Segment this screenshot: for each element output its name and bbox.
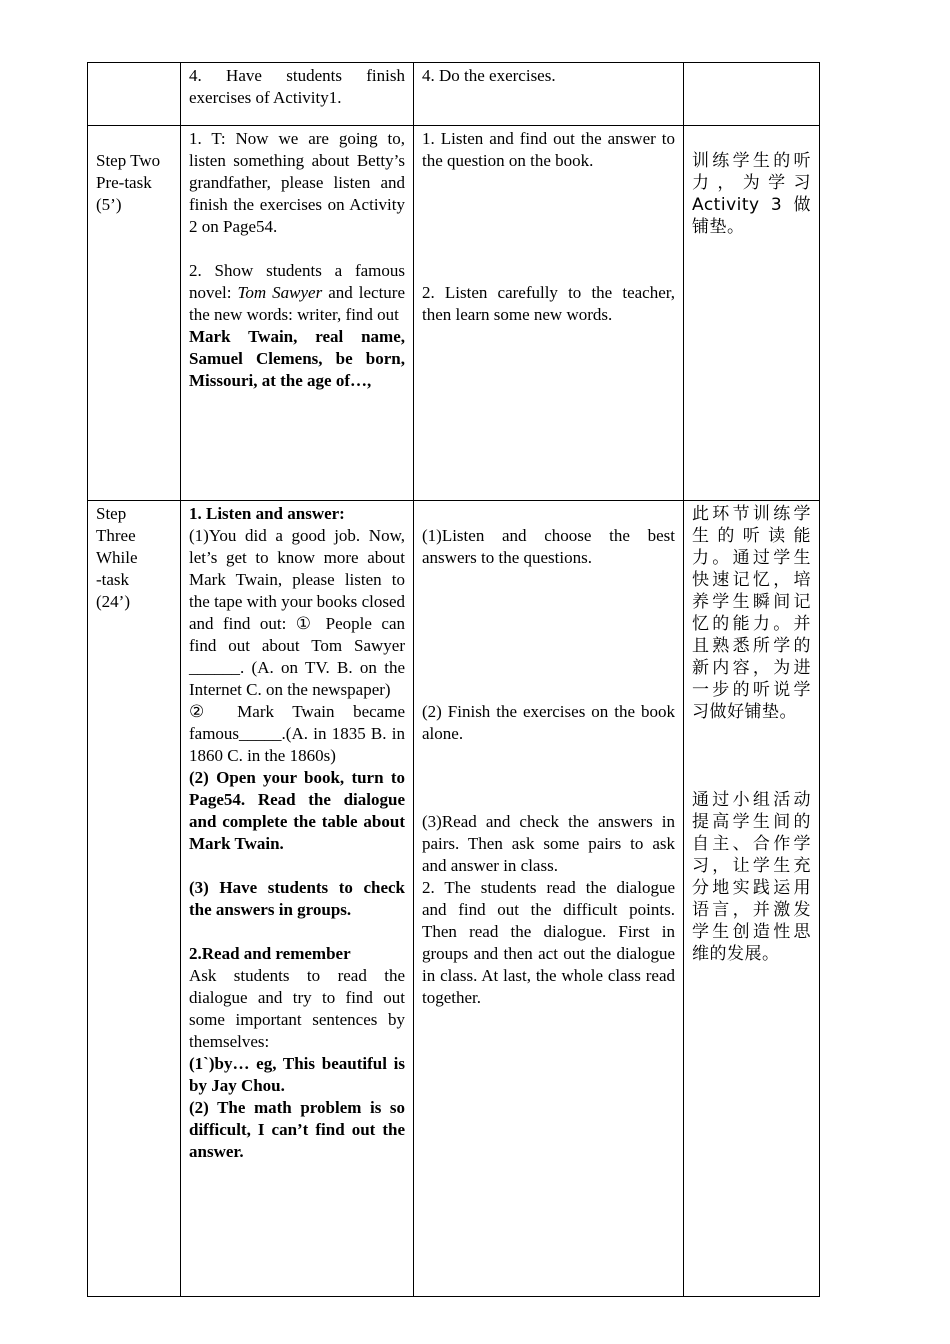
step-subtitle: While: [96, 548, 138, 567]
table-row: [88, 63, 820, 126]
new-words-list: Mark Twain, real name, Samuel Clemens, be born, Missouri, at the age of…,: [189, 327, 405, 390]
text-segment: 2. Show students a famous novel:: [189, 261, 405, 302]
step-cell: [88, 63, 181, 126]
teacher-activity-text: Ask students to read the dialogue and try to find out some important sentences by themselves:: [189, 966, 405, 1051]
student-activity-text: (2) Finish the exercises on the book alone.: [422, 702, 675, 743]
section-heading: 1. Listen and answer:: [189, 504, 345, 523]
teacher-activity-text: 1. T: Now we are going to, listen something about Betty’s grandfather, please listen and finish the exercises on Activity 2 on Page54.: [189, 129, 405, 236]
step-cell: [88, 501, 181, 1297]
purpose-text: 通过小组活动提高学生间的自主、合作学习，让学生充分地实践运用语言，并激发学生创造性思维的发展。: [692, 790, 811, 964]
lesson-plan-table: [87, 62, 820, 1297]
teacher-activity-text: [189, 260, 405, 326]
step-cell: [88, 126, 181, 501]
student-activity-cell: [414, 501, 684, 1297]
table-row: [88, 126, 820, 501]
student-activity-text: (1)Listen and choose the best answers to the questions.: [422, 526, 675, 567]
step-title: Step: [96, 504, 127, 523]
teacher-activity-text: (1)You did a good job. Now, let’s get to know more about Mark Twain, please listen to the tape with your books closed and find out: ① People can find out about Tom Sawyer ______. (A. on TV. B. on the Internet C. on the newspaper): [189, 526, 405, 699]
step-subtitle: -task: [96, 570, 130, 589]
teacher-activity-cell: [181, 126, 414, 501]
teacher-activity-cell: [181, 501, 414, 1297]
teacher-activity-text: (3) Have students to check the answers in groups.: [189, 878, 405, 919]
example-sentence: (2) The math problem is so difficult, I can’t find out the answer.: [189, 1098, 405, 1161]
student-activity-text: 4. Do the exercises.: [422, 66, 556, 85]
step-subtitle: Pre-task: [96, 173, 152, 192]
step-duration: (24’): [96, 592, 130, 611]
purpose-cell: [684, 501, 820, 1297]
teacher-activity-text: ② Mark Twain became famous_____.(A. in 1835 B. in 1860 C. in the 1860s): [189, 702, 405, 765]
text-segment: and lecture the new words: writer, find out: [189, 283, 406, 324]
student-activity-text: 2. The students read the dialogue and find out the difficult points. Then read the dialogue. First in groups and then act out the dialogue in class. At last, the whole class read together.: [422, 878, 675, 1007]
student-activity-cell: [414, 63, 684, 126]
step-subtitle: Three: [96, 526, 136, 545]
section-heading: 2.Read and remember: [189, 944, 351, 963]
step-duration: (5’): [96, 195, 122, 214]
teacher-activity-text: (2) Open your book, turn to Page54. Read the dialogue and complete the table about Mark Twain.: [189, 768, 405, 853]
student-activity-text: 1. Listen and find out the answer to the question on the book.: [422, 129, 675, 170]
example-sentence: (1`)by… eg, This beautiful is by Jay Chou.: [189, 1054, 405, 1095]
teacher-activity-text: 4. Have students finish exercises of Activity1.: [189, 66, 405, 107]
novel-title: Tom Sawyer: [237, 283, 323, 302]
student-activity-text: 2. Listen carefully to the teacher, then learn some new words.: [422, 283, 675, 324]
purpose-cell: [684, 126, 820, 501]
table-row: [88, 501, 820, 1297]
step-title: Step Two: [96, 151, 161, 170]
student-activity-text: (3)Read and check the answers in pairs. Then ask some pairs to ask and answer in class.: [422, 812, 675, 875]
student-activity-cell: [414, 126, 684, 501]
purpose-text: 此环节训练学生的听读能力。通过学生快速记忆，培养学生瞬间记忆的能力。并且熟悉所学的新内容，为进一步的听说学习做好铺垫。: [692, 504, 811, 722]
purpose-cell: [684, 63, 820, 126]
purpose-text: 训练学生的听力，为学习 Activity 3 做铺垫。: [692, 151, 811, 237]
teacher-activity-cell: [181, 63, 414, 126]
